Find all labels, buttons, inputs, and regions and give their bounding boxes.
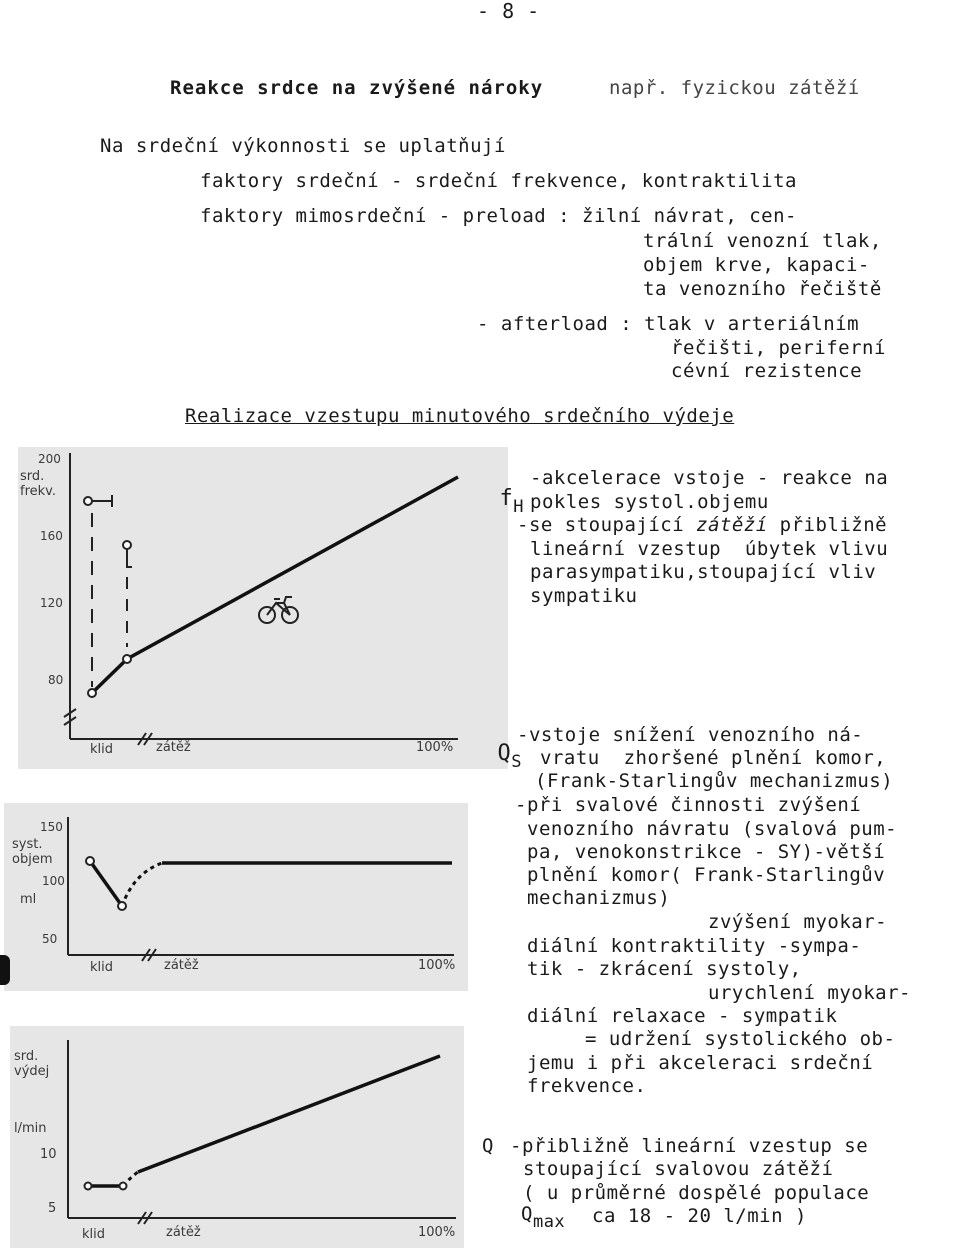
qs-text: vratu zhoršené plnění komor, — [540, 747, 887, 769]
graph-y-unit: ml — [20, 892, 37, 907]
heart-rate-graph-panel — [18, 447, 508, 769]
bicycle-icon — [259, 597, 298, 623]
intro-line: řečišti, periferní — [671, 337, 886, 359]
intro-line: Na srdeční výkonnosti se uplatňují — [100, 135, 506, 157]
x-label-end: 100% — [416, 740, 454, 755]
intro-line: trální venozní tlak, — [643, 230, 882, 252]
qs-text: = udržení systolického ob- — [585, 1028, 896, 1050]
y-tick-label: 10 — [40, 1147, 57, 1162]
qs-text: diální kontraktility -sympa- — [527, 935, 862, 957]
qs-text: venozního návratu (svalová pum- — [527, 818, 898, 840]
data-point — [123, 541, 131, 549]
fh-text: parasympatiku,stoupající vliv — [530, 561, 877, 583]
graph-y-unit: l/min — [14, 1121, 47, 1136]
y-tick-label: 50 — [42, 932, 58, 946]
qs-text: urychlení myokar- — [708, 982, 911, 1004]
qs-text: (Frank-Starlingův mechanizmus) — [535, 770, 894, 792]
fh-symbol-letter: f — [499, 486, 514, 511]
cardiac-output-line — [138, 1056, 440, 1172]
stroke-volume-line — [90, 861, 122, 906]
y-tick-label: 160 — [40, 529, 63, 543]
qs-text: -při svalové činnosti zvýšení — [515, 794, 862, 816]
fh-symbol-subscript: H — [513, 497, 524, 517]
section-heading: Realizace vzestupu minutového srdečního výdeje — [185, 405, 735, 427]
intro-line: faktory srdeční - srdeční frekvence, kontraktilita — [200, 170, 797, 192]
y-tick-label: 5 — [48, 1201, 57, 1216]
fh-text-part: přibližně — [767, 514, 888, 536]
graph-y-label: frekv. — [20, 484, 56, 499]
qs-text: mechanizmus) — [527, 887, 671, 909]
x-label-end: 100% — [418, 958, 456, 973]
cardiac-output-graph — [10, 1026, 464, 1248]
stroke-volume-recovery — [122, 863, 162, 906]
fh-text-part: -se stoupající — [517, 514, 697, 536]
fh-text-mixed — [517, 516, 887, 535]
qs-text: frekvence. — [527, 1075, 647, 1097]
y-tick-label: 150 — [40, 820, 63, 834]
graph-y-label: syst. — [12, 837, 43, 852]
qs-text: tik - zkrácení systoly, — [527, 958, 802, 980]
y-tick-label: 120 — [40, 596, 63, 610]
q-symbol: Q — [482, 1135, 494, 1157]
y-tick-label: 80 — [48, 673, 64, 687]
qs-symbol — [470, 721, 522, 772]
qs-text: jemu i při akceleraci srdeční — [527, 1052, 874, 1074]
x-label-end: 100% — [418, 1225, 456, 1240]
page-title: Reakce srdce na zvýšené nároky — [170, 77, 544, 99]
q-max-symbol — [521, 1203, 566, 1232]
heart-rate-line — [92, 477, 458, 693]
intro-line: ta venozního řečiště — [643, 278, 882, 300]
fh-text: pokles systol.objemu — [530, 491, 769, 513]
x-label-rest: klid — [82, 1227, 106, 1242]
graph-y-label: srd. — [14, 1049, 39, 1064]
fh-text: lineární vzestup úbytek vlivu — [530, 538, 889, 560]
intro-line: faktory mimosrdeční - preload : žilní návrat, cen- — [200, 205, 797, 227]
data-point — [88, 689, 96, 697]
fh-symbol — [472, 466, 524, 517]
data-point — [85, 1183, 92, 1190]
data-point — [120, 1183, 127, 1190]
q-text: stoupající svalovou zátěží — [523, 1158, 834, 1180]
qs-text: zvýšení myokar- — [708, 911, 888, 933]
page-number: - 8 - — [477, 0, 540, 23]
qs-symbol-letter: Q — [497, 741, 512, 766]
intro-line: objem krve, kapaci- — [643, 254, 870, 276]
x-label-rest: klid — [90, 742, 114, 757]
stroke-volume-graph — [4, 803, 468, 991]
qs-text: pa, venokonstrikce - SY)-větší — [527, 841, 886, 863]
cardiac-output-graph-panel — [10, 1026, 464, 1248]
graph-y-label: srd. — [20, 469, 45, 484]
data-point — [118, 902, 126, 910]
fh-text-emphasis: zátěží — [696, 514, 768, 536]
page-edge-shadow — [0, 955, 10, 985]
standing-marker — [127, 549, 132, 567]
heart-rate-graph — [18, 447, 508, 769]
q-text: ca 18 - 20 l/min ) — [592, 1205, 807, 1227]
y-tick-label: 200 — [38, 452, 61, 466]
q-max-letter: Q — [521, 1203, 533, 1225]
q-text: ( u průměrné dospělé populace — [523, 1182, 870, 1204]
data-point — [123, 655, 131, 663]
stroke-volume-graph-panel — [4, 803, 468, 991]
y-tick-label: 100 — [42, 874, 65, 888]
intro-line: - afterload : tlak v arteriálním — [477, 313, 860, 335]
q-text: -přibližně lineární vzestup se — [510, 1135, 869, 1157]
qs-symbol-subscript: S — [511, 752, 522, 772]
x-label-load: zátěž — [164, 958, 199, 973]
graph-y-label: objem — [12, 852, 53, 867]
intro-line: cévní rezistence — [671, 360, 863, 382]
graph-y-label: výdej — [14, 1064, 50, 1079]
page-title-rest: např. fyzickou zátěží — [609, 77, 860, 99]
fh-text: -akcelerace vstoje - reakce na — [530, 467, 889, 489]
q-max-subscript: max — [532, 1212, 566, 1232]
x-label-load: zátěž — [166, 1225, 201, 1240]
qs-text: plnění komor( Frank-Starlingův — [527, 864, 886, 886]
x-label-load: zátěž — [156, 740, 191, 755]
fh-text: sympatiku — [530, 585, 638, 607]
qs-text: diální relaxace - sympatik — [527, 1005, 838, 1027]
data-point — [86, 857, 94, 865]
qs-text: -vstoje snížení venozního ná- — [517, 724, 864, 746]
x-label-rest: klid — [90, 960, 114, 975]
data-point — [84, 497, 92, 505]
